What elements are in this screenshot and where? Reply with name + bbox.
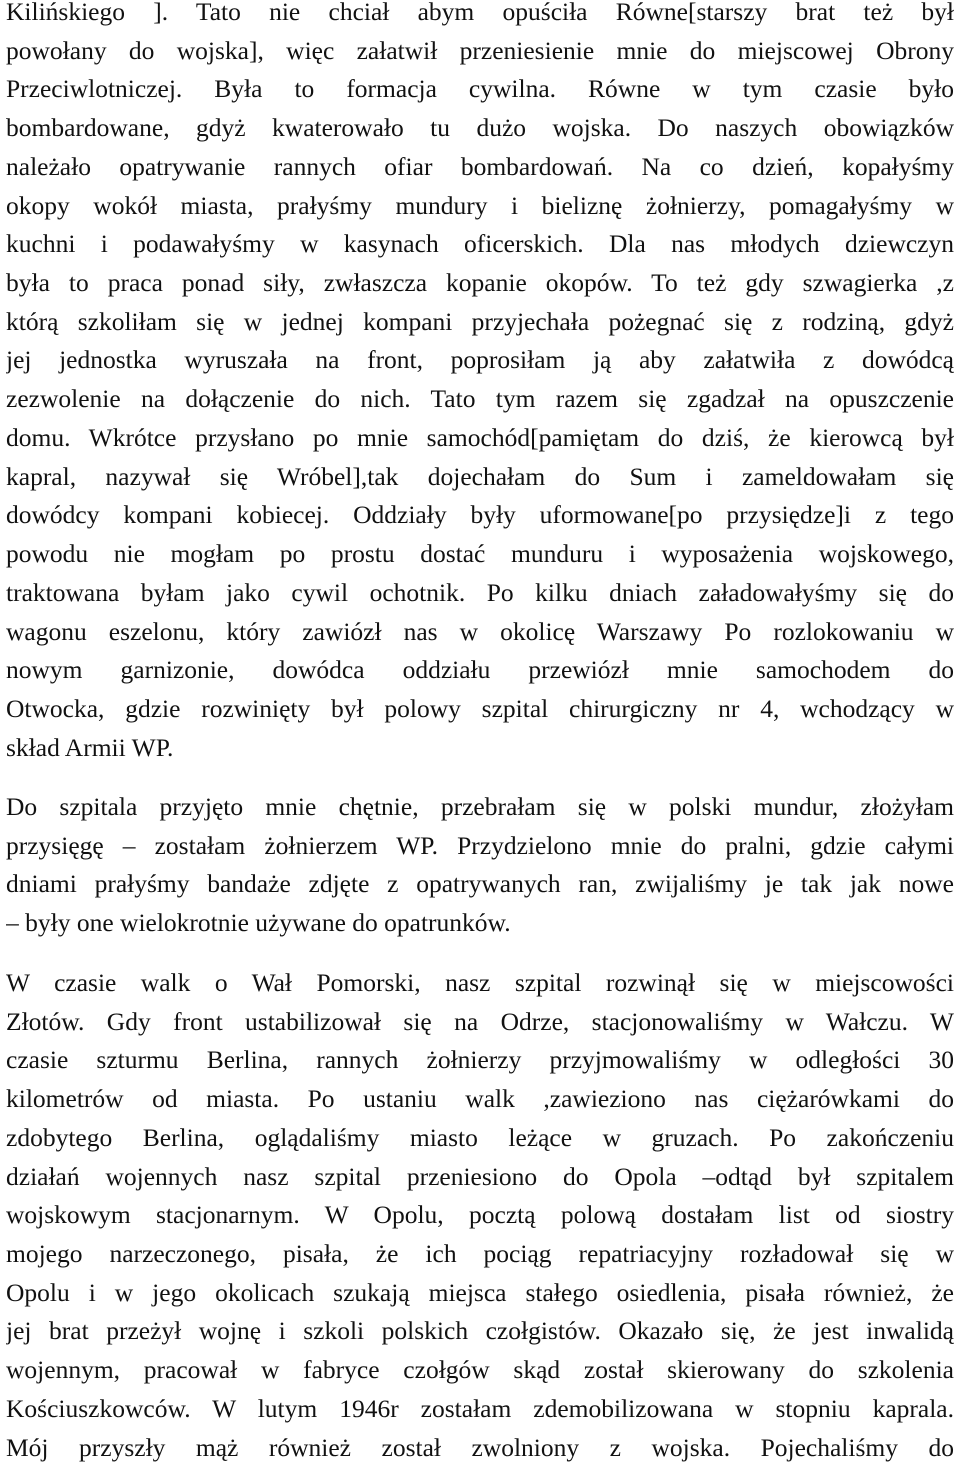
text-line: zdobytego Berlina, oglądaliśmy miasto leżące w gruzach. Po zakończeniu: [6, 1122, 954, 1152]
text-line: Kościuszkowców. W lutym 1946r zostałam zdemobilizowana w stopniu kaprala.: [6, 1393, 954, 1423]
text-line: wojennym, pracował w fabryce czołgów skąd został skierowany do szkolenia: [6, 1355, 954, 1385]
text-line: kuchni i podawałyśmy w kasynach oficerskich. Dla nas młodych dziewczyn: [6, 229, 954, 259]
text-line: mojego narzeczonego, pisała, że ich pociąg repatriacyjny rozładował się w: [6, 1239, 954, 1269]
text-line: Przeciwlotniczej. Była to formacja cywilna. Równe w tym czasie było: [6, 74, 954, 104]
text-line: przysięgę – zostałam żołnierzem WP. Przydzielono mnie do pralni, gdzie całymi: [6, 830, 954, 860]
text-line: kilometrów od miasta. Po ustaniu walk ,zawieziono nas ciężarówkami do: [6, 1084, 954, 1114]
text-line: nowym garnizonie, dowódca oddziału przewiózł mnie samochodem do: [6, 655, 954, 685]
text-line: okopy wokół miasta, prałyśmy mundury i bieliznę żołnierzy, pomagałyśmy w: [6, 190, 954, 220]
text-line: Kilińskiego ]. Tato nie chciał abym opuściła Równe[starszy brat też był: [6, 0, 954, 26]
text-line: Mój przyszły mąż również został zwolniony z wojska. Pojechaliśmy do: [6, 1432, 954, 1462]
text-line: – były one wielokrotnie używane do opatrunków.: [6, 908, 511, 938]
text-line: W czasie walk o Wał Pomorski, nasz szpital rozwinął się w miejscowości: [6, 968, 954, 997]
text-line: dniami prałyśmy bandaże zdjęte z opatrywanych ran, zwijaliśmy je tak jak nowe: [6, 869, 954, 899]
paragraph-3: [6, 964, 954, 1467]
text-line: którą szkoliłam się w jednej kompani przyjechała pożegnać się z rodziną, gdyż: [6, 306, 954, 336]
text-line: domu. Wkrótce przysłano po mnie samochód[pamiętam do dziś, że kierowcą był: [6, 422, 954, 452]
text-line: Złotów. Gdy front ustabilizował się na Odrze, stacjonowaliśmy w Wałczu. W: [6, 1006, 954, 1036]
text-line: była to praca ponad siły, zwłaszcza kopanie okopów. To też gdy szwagierka ,z: [6, 268, 954, 298]
text-line: dowódcy kompani kobiecej. Oddziały były uformowane[po przysiędze]i z tego: [6, 500, 954, 530]
text-line: wagonu eszelonu, który zawiózł nas w okolicę Warszawy Po rozlokowaniu w: [6, 616, 954, 646]
paragraph-1: [6, 0, 954, 767]
text-line: jej brat przeżył wojnę i szkoli polskich czołgistów. Okazało się, że jest inwalidą: [6, 1316, 954, 1346]
text-line: powołany do wojska], więc załatwił przeniesienie mnie do miejscowej Obrony: [6, 35, 954, 65]
text-line: jej jednostka wyruszała na front, poprosiłam ją aby załatwiła z dowódcą: [6, 345, 954, 375]
text-line: powodu nie mogłam po prostu dostać munduru i wyposażenia wojskowego,: [6, 539, 954, 569]
text-line: skład Armii WP.: [6, 732, 174, 762]
text-line: zezwolenie na dołączenie do nich. Tato tym razem się zgadzał na opuszczenie: [6, 384, 954, 414]
text-line: bombardowane, gdyż kwaterowało tu dużo wojska. Do naszych obowiązków: [6, 113, 954, 143]
text-line: czasie szturmu Berlina, rannych żołnierzy przyjmowaliśmy w odległości 30: [6, 1045, 954, 1075]
text-line: wojskowym stacjonarnym. W Opolu, pocztą polową dostałam list od siostry: [6, 1200, 954, 1230]
paragraph-2: [6, 788, 954, 943]
text-line: traktowana byłam jako cywil ochotnik. Po kilku dniach załadowałyśmy się do: [6, 577, 954, 607]
text-line: Do szpitala przyjęto mnie chętnie, przebrałam się w polski mundur, złożyłam: [6, 792, 954, 821]
text-line: Otwocka, gdzie rozwinięty był polowy szpital chirurgiczny nr 4, wchodzący w: [6, 693, 954, 723]
text-line: należało opatrywanie rannych ofiar bombardowań. Na co dzień, kopałyśmy: [6, 151, 954, 181]
text-line: działań wojennych nasz szpital przeniesiono do Opola –odtąd był szpitalem: [6, 1161, 954, 1191]
text-line: Opolu i w jego okolicach szukają miejsca stałego osiedlenia, pisała również, że: [6, 1277, 954, 1307]
text-line: kapral, nazywał się Wróbel],tak dojechałam do Sum i zameldowałam się: [6, 461, 954, 491]
